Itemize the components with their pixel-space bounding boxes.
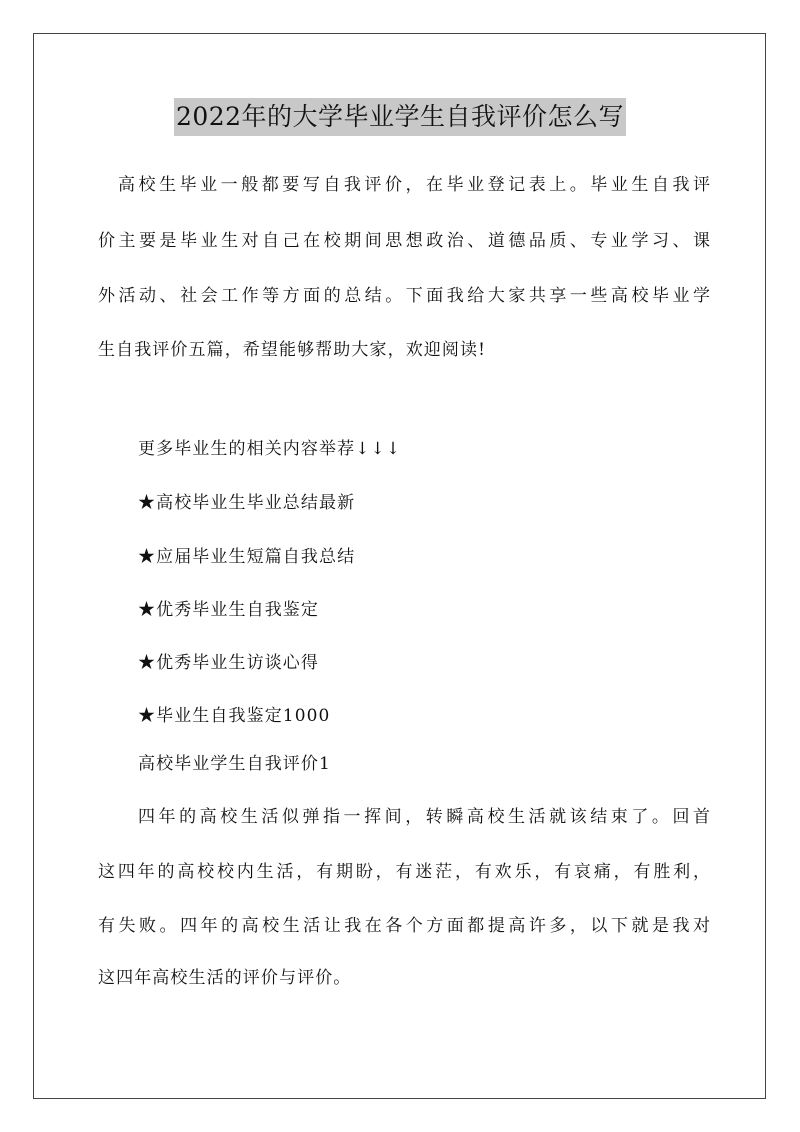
intro-line: 高校生毕业一般都要写自我评价，在毕业登记表上。毕业生自我评 [118, 175, 710, 195]
body-line: 四年的高校生活似弹指一挥间，转瞬高校生活就该结束了。回首 [138, 807, 710, 827]
section-heading: 高校毕业学生自我评价1 [138, 754, 331, 774]
recommend-link[interactable]: ★高校毕业生毕业总结最新 [138, 493, 356, 513]
intro-line: 外活动、社会工作等方面的总结。下面我给大家共享一些高校毕业学 [98, 286, 710, 306]
recommend-link[interactable]: ★毕业生自我鉴定1000 [138, 706, 331, 726]
body-line: 这四年的高校校内生活，有期盼，有迷茫，有欢乐，有哀痛，有胜利， [98, 862, 710, 882]
recommend-header: 更多毕业生的相关内容举荐↓↓↓ [138, 439, 402, 459]
intro-line: 价主要是毕业生对自己在校期间思想政治、道德品质、专业学习、课 [98, 231, 710, 251]
recommend-link[interactable]: ★优秀毕业生访谈心得 [138, 653, 319, 673]
title-container [0, 98, 800, 136]
body-line: 这四年高校生活的评价与评价。 [98, 968, 352, 988]
document-title: 2022年的大学毕业学生自我评价怎么写 [174, 98, 626, 136]
body-line: 有失败。四年的高校生活让我在各个方面都提高许多，以下就是我对 [98, 916, 710, 936]
recommend-link[interactable]: ★应届毕业生短篇自我总结 [138, 547, 356, 567]
intro-line: 生自我评价五篇，希望能够帮助大家，欢迎阅读! [98, 340, 487, 360]
recommend-link[interactable]: ★优秀毕业生自我鉴定 [138, 600, 319, 620]
